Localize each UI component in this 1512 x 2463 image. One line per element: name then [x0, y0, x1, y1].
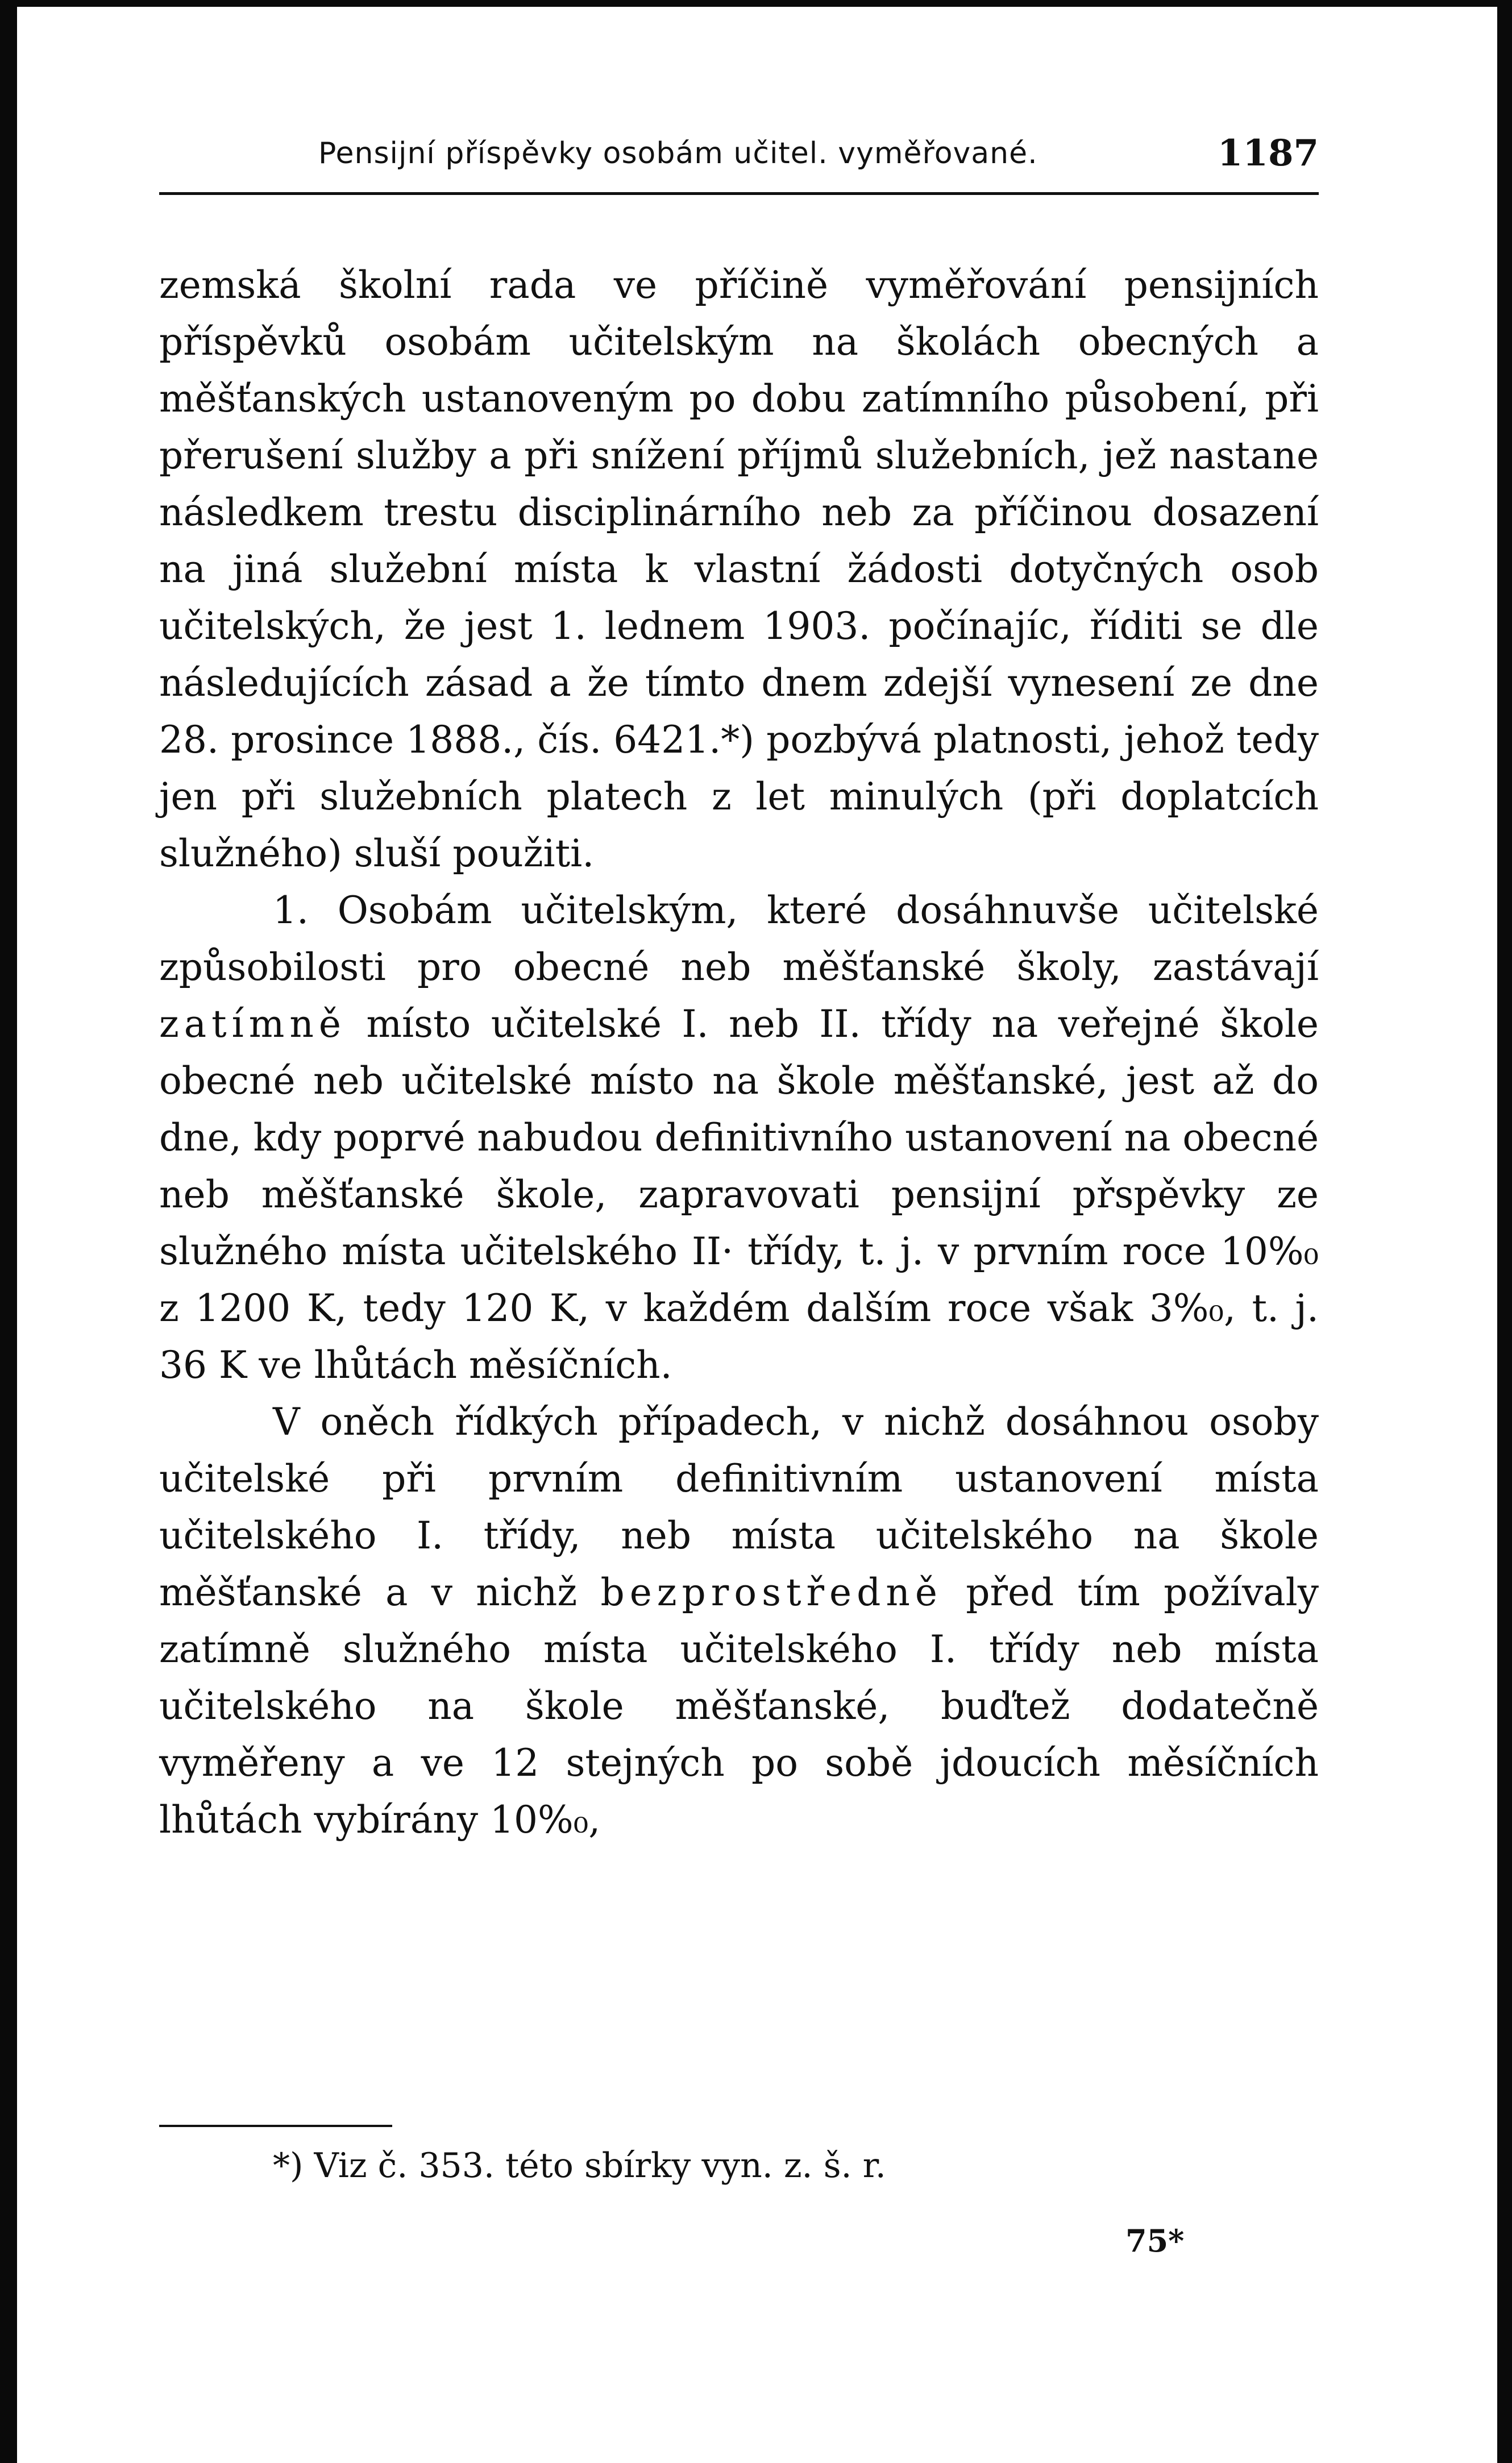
running-title: Pensijní příspěvky osobám učitel. vyměřované. — [318, 136, 1038, 171]
header-rule — [159, 192, 1319, 195]
scan-border-right — [1497, 0, 1512, 2463]
paragraph-3-text-a: V oněch řídkých případech, v nichž dosáhnou osoby učitelské při prvním definitivním ustanovení místa učitelského I. třídy, neb místa učitelského na škole měšťanské a v nichž — [159, 1400, 1319, 1614]
paragraph-2-emphasis: zatímně — [159, 1002, 346, 1046]
running-head — [159, 126, 1319, 183]
paragraph-2 — [159, 882, 1319, 1394]
page-number: 1187 — [1217, 132, 1319, 175]
body-text — [159, 257, 1319, 1849]
paragraph-1: zemská školní rada ve příčině vyměřování pensijních příspěvků osobám učitelským na školách obecných a měšťanských ustanoveným po dobu zatímního působení, při přerušení služby a při snížení příjmů služebních, jež nastane následkem trestu disciplinárního neb za příčinou dosazení na jiná služební místa k vlastní žádosti dotyčných osob učitelských, že jest 1. lednem 1903. počínajíc, říditi se dle následujících zásad a že tímto dnem zdejší vynesení ze dne 28. prosince 1888., čís. 6421.*) pozbývá platnosti, jehož tedy jen při služebních platech z let minulých (při doplatcích služného) sluší použiti. — [159, 263, 1319, 875]
footnote-rule — [159, 2125, 392, 2127]
footnote: *) Viz č. 353. této sbírky vyn. z. š. r. — [273, 2146, 886, 2186]
paragraph-3-emphasis: bezprostředně — [600, 1571, 942, 1614]
paragraph-2-text-a: 1. Osobám učitelským, které dosáhnuvše učitelské způsobilosti pro obecné neb měšťanské školy, zastávají — [159, 888, 1319, 989]
scan-border-left — [0, 0, 17, 2463]
document-page — [159, 0, 1319, 2463]
paragraph-2-text-b: místo učitelské I. neb II. třídy na veřejné škole obecné neb učitelské místo na škole měšťanské, jest až do dne, kdy poprvé nabudou definitivního ustanovení na obecné neb měšťanské škole, zapravovati pensijní přspěvky ze služného místa učitelského II· třídy, t. j. v prvním roce 10%₀ z 1200 K, tedy 120 K, v každém dalším roce však 3%₀, t. j. 36 K ve lhůtách měsíčních. — [159, 1002, 1319, 1387]
signature-mark: 75* — [1125, 2223, 1185, 2259]
paragraph-3-text-b: před tím požívaly zatímně služného místa učitelského I. třídy neb místa učitelského na škole měšťanské, buďtež dodatečně vyměřeny a ve 12 stejných po sobě jdoucích měsíčních lhůtách vybírány 10%₀, — [159, 1571, 1319, 1842]
paragraph-3 — [159, 1394, 1319, 1849]
